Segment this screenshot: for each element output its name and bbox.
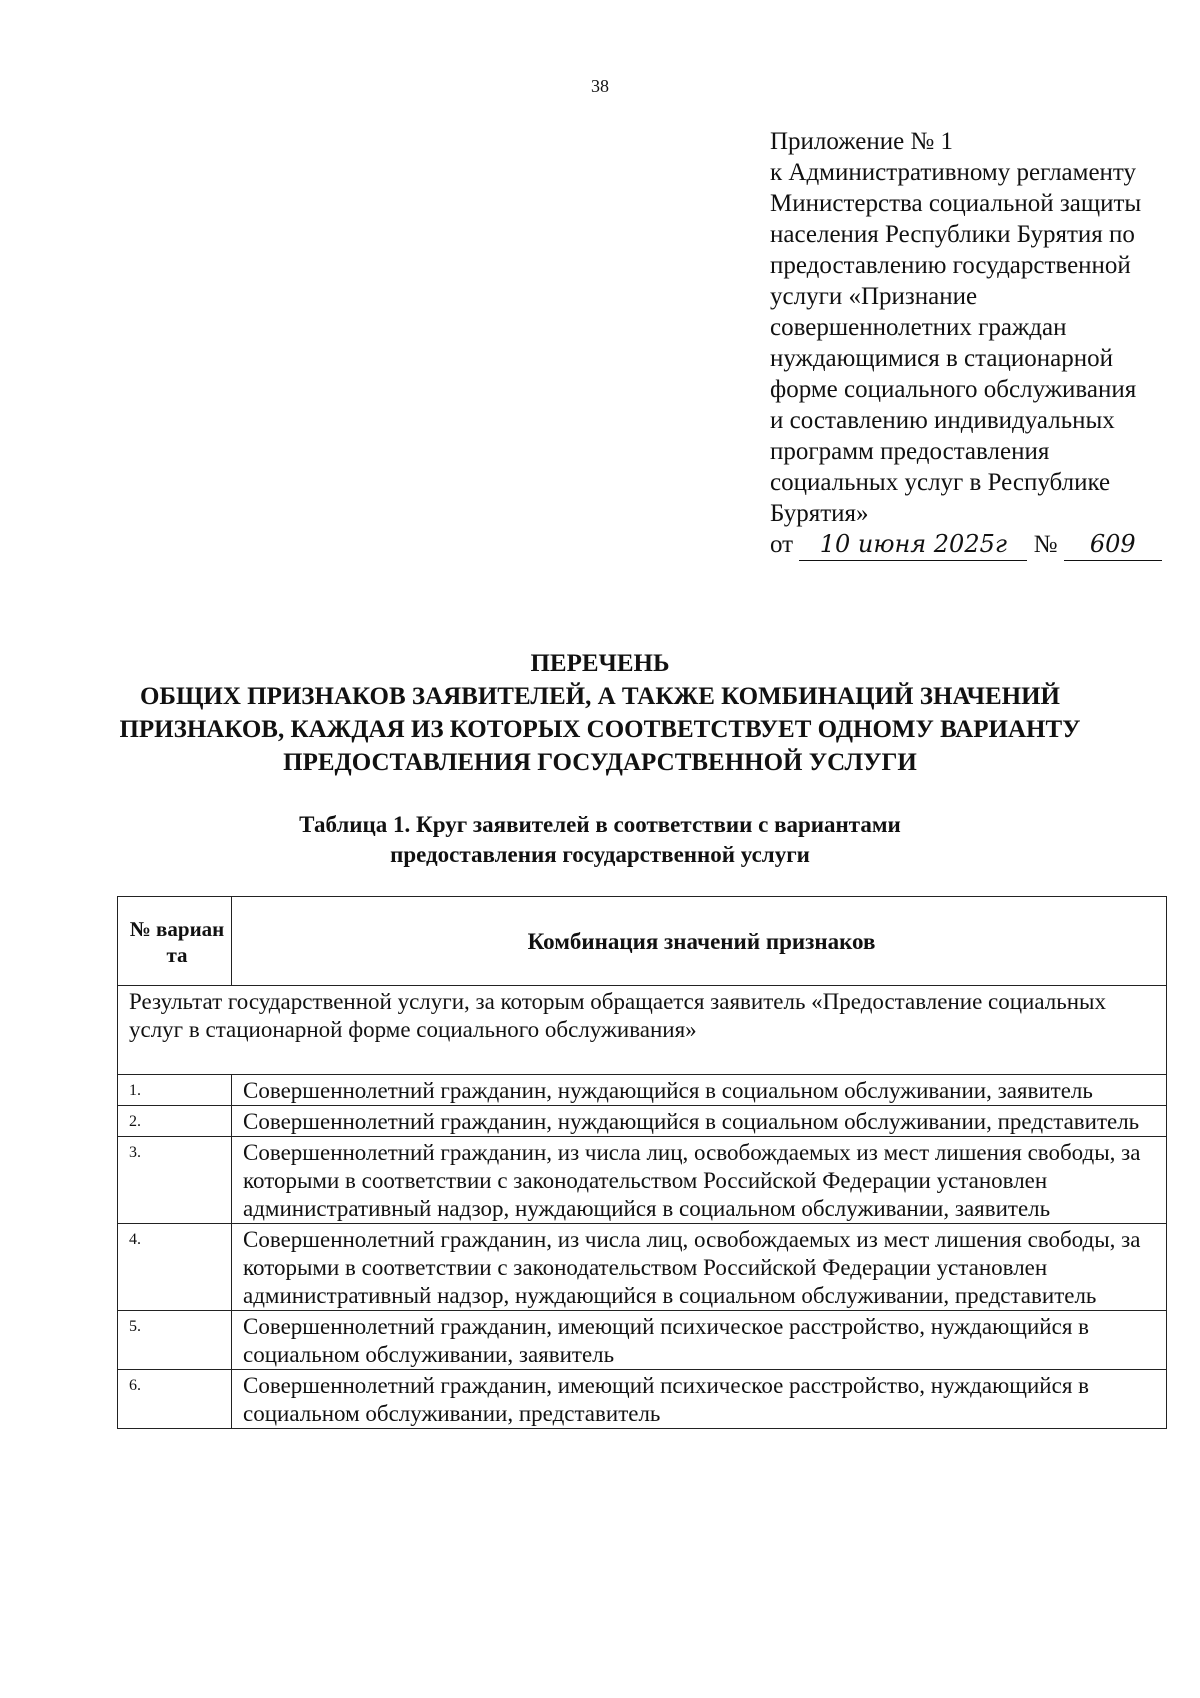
- table-row: [118, 1311, 1167, 1370]
- variant-text: Совершеннолетний гражданин, из числа лиц, освобождаемых из мест лишения свободы, за которыми в соответствии с законодательством Российской Федерации установлен административный надзор, нуждающийся в социальном обслуживании, заявитель: [232, 1137, 1167, 1224]
- handwritten-date: 10 июня 2025г: [799, 529, 1027, 561]
- header-combination: Комбинация значений признаков: [232, 897, 1167, 986]
- appendix-line: Министерства социальной защиты: [770, 190, 1142, 217]
- appendix-line: Бурятия»: [770, 500, 869, 527]
- caption-line: Таблица 1. Круг заявителей в соответствии с вариантами: [299, 812, 901, 837]
- variant-text: Совершеннолетний гражданин, нуждающийся в социальном обслуживании, заявитель: [232, 1075, 1167, 1106]
- appendix-line: нуждающимися в стационарной: [770, 345, 1113, 372]
- appendix-line: предоставлению государственной: [770, 252, 1131, 279]
- variant-text: Совершеннолетний гражданин, имеющий психическое расстройство, нуждающийся в социальном обслуживании, представитель: [232, 1370, 1167, 1429]
- title-line: ПЕРЕЧЕНЬ: [530, 650, 670, 677]
- handwritten-number: 609: [1064, 529, 1162, 561]
- variant-text: Совершеннолетний гражданин, нуждающийся в социальном обслуживании, представитель: [232, 1106, 1167, 1137]
- from-label: от: [770, 531, 794, 558]
- variant-text: Совершеннолетний гражданин, имеющий психическое расстройство, нуждающийся в социальном обслуживании, заявитель: [232, 1311, 1167, 1370]
- variant-number: 1.: [118, 1075, 232, 1106]
- section-result: Результат государственной услуги, за которым обращается заявитель «Предоставление социальных услуг в стационарной форме социального обслуживания»: [118, 986, 1167, 1075]
- applicants-table: [117, 896, 1167, 1429]
- title-line: ОБЩИХ ПРИЗНАКОВ ЗАЯВИТЕЛЕЙ, А ТАКЖЕ КОМБИНАЦИЙ ЗНАЧЕНИЙ: [139, 683, 1061, 710]
- appendix-line: социальных услуг в Республике: [770, 469, 1111, 496]
- appendix-line: форме социального обслуживания: [770, 376, 1137, 403]
- table-header-row: [118, 897, 1167, 986]
- appendix-line: к Административному регламенту: [770, 159, 1137, 186]
- appendix-line: совершеннолетних граждан: [770, 314, 1067, 341]
- appendix-line: услуги «Признание: [770, 283, 978, 310]
- table-caption: [0, 810, 1200, 870]
- variant-text: Совершеннолетний гражданин, из числа лиц, освобождаемых из мест лишения свободы, за которыми в соответствии с законодательством Российской Федерации установлен административный надзор, нуждающийся в социальном обслуживании, представитель: [232, 1224, 1167, 1311]
- table-row: [118, 1224, 1167, 1311]
- variant-number: 6.: [118, 1370, 232, 1429]
- document-date-number-line: [770, 529, 1170, 561]
- appendix-line: и составлению индивидуальных: [770, 407, 1115, 434]
- variant-number: 2.: [118, 1106, 232, 1137]
- document-title: [0, 647, 1200, 779]
- number-label: №: [1033, 531, 1058, 558]
- page-number: 38: [591, 76, 609, 96]
- appendix-line: населения Республики Бурятия по: [770, 221, 1135, 248]
- variant-number: 3.: [118, 1137, 232, 1224]
- table-section-row: [118, 986, 1167, 1075]
- appendix-line: программ предоставления: [770, 438, 1050, 465]
- header-variant-number: № вариан та: [118, 897, 232, 986]
- title-line: ПРИЗНАКОВ, КАЖДАЯ ИЗ КОТОРЫХ СООТВЕТСТВУЕТ ОДНОМУ ВАРИАНТУ: [119, 716, 1081, 743]
- variant-number: 4.: [118, 1224, 232, 1311]
- table-row: [118, 1137, 1167, 1224]
- variant-number: 5.: [118, 1311, 232, 1370]
- table-row: [118, 1370, 1167, 1429]
- appendix-line: Приложение № 1: [770, 128, 954, 155]
- table-row: [118, 1106, 1167, 1137]
- table-row: [118, 1075, 1167, 1106]
- caption-line: предоставления государственной услуги: [390, 842, 810, 867]
- appendix-block: [770, 126, 1170, 561]
- title-line: ПРЕДОСТАВЛЕНИЯ ГОСУДАРСТВЕННОЙ УСЛУГИ: [283, 749, 917, 776]
